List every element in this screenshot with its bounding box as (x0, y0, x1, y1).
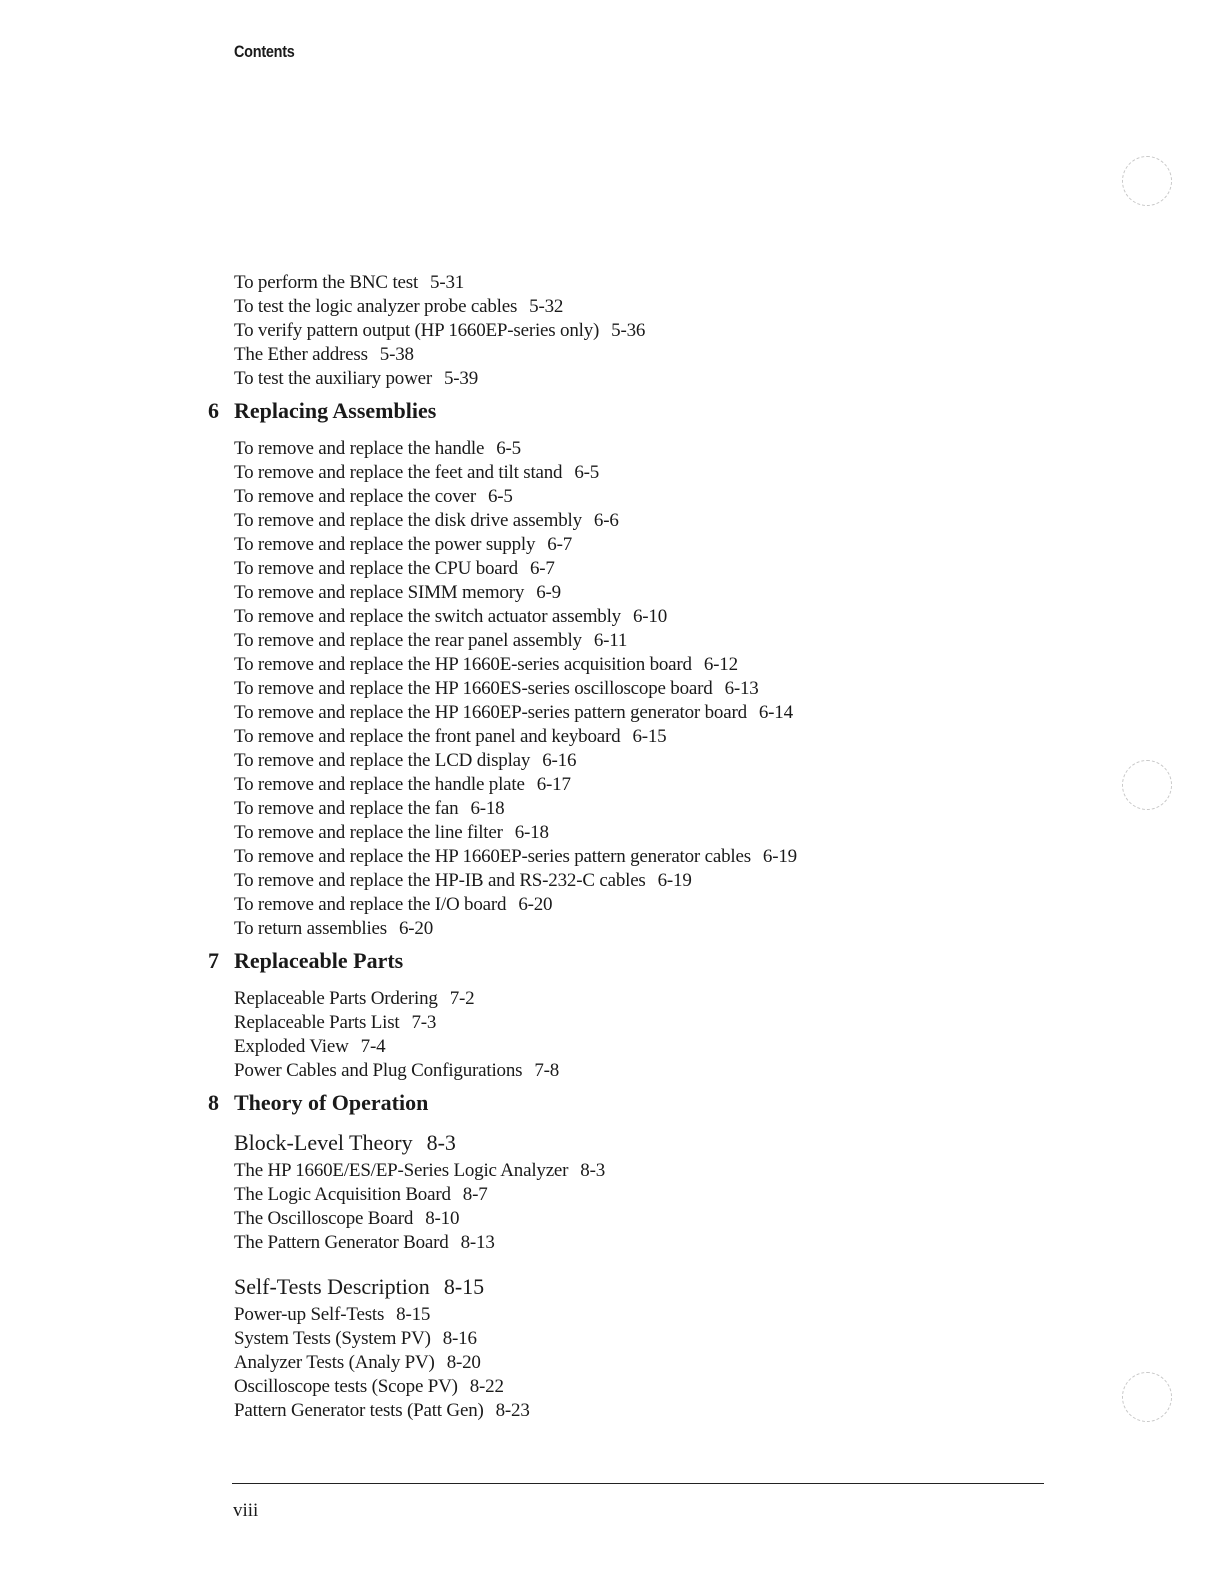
entry-text: To remove and replace the HP 1660ES-series oscilloscope board (234, 678, 713, 699)
entry-text: The Pattern Generator Board (234, 1232, 449, 1253)
entry-text: To remove and replace the handle (234, 438, 485, 459)
toc-entry[interactable] (234, 893, 1225, 917)
toc-entry[interactable] (234, 1159, 1225, 1183)
toc-entry[interactable] (234, 485, 1225, 509)
chapter-heading-7[interactable] (208, 947, 1225, 975)
entry-page: 6-13 (724, 678, 759, 699)
toc-entry[interactable] (234, 629, 1225, 653)
entry-page: 8-13 (460, 1232, 495, 1253)
entry-text: To remove and replace the cover (234, 486, 476, 507)
entry-text: The Logic Acquisition Board (234, 1184, 451, 1205)
entry-page: 6-6 (593, 510, 619, 531)
entry-page: 6-5 (496, 438, 521, 459)
entry-text: To remove and replace the line filter (234, 822, 503, 843)
entry-text: To perform the BNC test (234, 272, 419, 293)
chapter-7-entries (0, 987, 1225, 1083)
entry-text: To remove and replace the HP 1660EP-series pattern generator board (234, 702, 747, 723)
toc-entry[interactable] (234, 367, 1225, 391)
entry-page: 6-5 (487, 486, 513, 507)
entry-text: To remove and replace the I/O board (234, 894, 507, 915)
toc-entry[interactable] (234, 773, 1225, 797)
toc-entry[interactable] (234, 437, 1225, 461)
entry-page: 6-11 (593, 630, 628, 651)
chapter-number: 8 (208, 1090, 219, 1115)
section-page: 8-15 (443, 1274, 485, 1299)
entry-text: To remove and replace the HP 1660EP-series pattern generator cables (234, 846, 751, 867)
entry-page: 5-38 (379, 344, 414, 365)
entry-page: 6-20 (398, 918, 433, 939)
section-heading-self-tests-description[interactable] (234, 1273, 1225, 1301)
entry-text: To test the auxiliary power (234, 368, 432, 389)
self-tests-entries (0, 1303, 1225, 1423)
toc-entry[interactable] (234, 461, 1225, 485)
section-title: Self-Tests Description (234, 1274, 430, 1299)
entry-text: Exploded View (234, 1036, 349, 1057)
entry-page: 8-20 (446, 1352, 481, 1373)
toc-entry[interactable] (234, 869, 1225, 893)
toc-entry[interactable] (234, 1183, 1225, 1207)
toc-entry[interactable] (234, 821, 1225, 845)
entry-page: 8-3 (580, 1160, 606, 1181)
entry-text: To remove and replace the rear panel assembly (234, 630, 582, 651)
chapter-heading-8[interactable] (208, 1089, 1225, 1117)
entry-text: Replaceable Parts Ordering (234, 988, 438, 1009)
entry-page: 6-10 (633, 606, 668, 627)
entry-text: System Tests (System PV) (234, 1328, 431, 1349)
entry-text: To remove and replace the switch actuator assembly (234, 606, 621, 627)
entry-page: 5-39 (444, 368, 479, 389)
entry-text: The Ether address (234, 344, 368, 365)
entry-page: 7-4 (360, 1036, 386, 1057)
entry-page: 8-15 (396, 1304, 431, 1325)
entry-page: 6-15 (632, 726, 667, 747)
entry-page: 6-12 (703, 654, 738, 675)
entry-page: 7-8 (534, 1060, 560, 1081)
entry-text: To test the logic analyzer probe cables (234, 296, 518, 317)
entry-page: 6-17 (536, 774, 571, 795)
toc-entry[interactable] (234, 557, 1225, 581)
section-heading-block-level-theory[interactable] (234, 1129, 1225, 1157)
toc-entry[interactable] (234, 1375, 1225, 1399)
entry-page: 5-36 (611, 320, 646, 341)
toc-entry[interactable] (234, 797, 1225, 821)
entry-text: Power-up Self-Tests (234, 1304, 385, 1325)
entry-page: 6-7 (529, 558, 555, 579)
entry-page: 6-19 (657, 870, 692, 891)
entry-page: 7-2 (449, 988, 475, 1009)
continued-entries (0, 271, 1225, 391)
entry-text: To remove and replace the power supply (234, 534, 536, 555)
toc-entry[interactable] (234, 677, 1225, 701)
entry-text: Power Cables and Plug Configurations (234, 1060, 523, 1081)
toc-entry[interactable] (234, 343, 1225, 367)
toc-entry[interactable] (234, 581, 1225, 605)
toc-entry[interactable] (234, 701, 1225, 725)
entry-text: To remove and replace the HP-IB and RS-232-C cables (234, 870, 646, 891)
toc-entry[interactable] (234, 1035, 1225, 1059)
toc-entry[interactable] (234, 1399, 1225, 1423)
entry-text: The Oscilloscope Board (234, 1208, 414, 1229)
footer-divider (232, 1483, 1044, 1484)
toc-entry[interactable] (234, 1207, 1225, 1231)
entry-page: 6-19 (762, 846, 797, 867)
entry-page: 8-22 (469, 1376, 504, 1397)
entry-text: To remove and replace the feet and tilt stand (234, 462, 563, 483)
entry-text: To remove and replace SIMM memory (234, 582, 525, 603)
toc-entry[interactable] (234, 653, 1225, 677)
entry-page: 6-14 (758, 702, 793, 723)
chapter-number: 7 (208, 948, 219, 973)
toc-entry[interactable] (234, 1059, 1225, 1083)
entry-page: 6-9 (536, 582, 561, 603)
entry-text: Analyzer Tests (Analy PV) (234, 1352, 435, 1373)
entry-page: 6-7 (547, 534, 573, 555)
chapter-heading-6[interactable] (208, 397, 1225, 425)
page-header: Contents (234, 42, 295, 61)
entry-page: 7-3 (411, 1012, 437, 1033)
page-number: viii (233, 1500, 259, 1521)
toc-entry[interactable] (234, 295, 1225, 319)
toc-entry[interactable] (234, 1011, 1225, 1035)
toc-entry[interactable] (234, 1231, 1225, 1255)
entry-text: To remove and replace the fan (234, 798, 459, 819)
toc-entry[interactable] (234, 1351, 1225, 1375)
punch-hole-top (1122, 156, 1172, 206)
entry-text: To remove and replace the LCD display (234, 750, 531, 771)
entry-page: 5-32 (529, 296, 564, 317)
toc-entry[interactable] (234, 1303, 1225, 1327)
chapter-6-entries (0, 437, 1225, 941)
entry-page: 6-16 (542, 750, 577, 771)
chapter-title: Theory of Operation (234, 1090, 429, 1115)
section-title: Block-Level Theory (234, 1130, 413, 1155)
entry-page: 8-10 (425, 1208, 460, 1229)
entry-page: 6-20 (518, 894, 553, 915)
entry-text: To remove and replace the front panel and keyboard (234, 726, 621, 747)
entry-text: Pattern Generator tests (Patt Gen) (234, 1400, 484, 1421)
block-level-theory-entries (0, 1159, 1225, 1255)
entry-text: Oscilloscope tests (Scope PV) (234, 1376, 458, 1397)
toc-entry[interactable] (234, 271, 1225, 295)
toc-entry[interactable] (234, 1327, 1225, 1351)
entry-text: To remove and replace the handle plate (234, 774, 525, 795)
toc-entry[interactable] (234, 319, 1225, 343)
entry-page: 5-31 (430, 272, 465, 293)
entry-text: Replaceable Parts List (234, 1012, 400, 1033)
chapter-title: Replaceable Parts (234, 948, 404, 973)
toc-entry[interactable] (234, 845, 1225, 869)
entry-text: To verify pattern output (HP 1660EP-series only) (234, 320, 600, 341)
toc-entry[interactable] (234, 987, 1225, 1011)
toc-entry[interactable] (234, 725, 1225, 749)
toc-entry[interactable] (234, 917, 1225, 941)
chapter-title: Replacing Assemblies (234, 398, 437, 423)
entry-text: To remove and replace the HP 1660E-series acquisition board (234, 654, 692, 675)
toc-entry[interactable] (234, 509, 1225, 533)
entry-page: 6-18 (514, 822, 549, 843)
section-page: 8-3 (426, 1130, 456, 1155)
entry-text: The HP 1660E/ES/EP-Series Logic Analyzer (234, 1160, 569, 1181)
entry-page: 8-16 (442, 1328, 477, 1349)
entry-page: 6-18 (470, 798, 505, 819)
toc-content (0, 271, 1225, 1423)
entry-page: 6-5 (574, 462, 600, 483)
toc-entry[interactable] (234, 749, 1225, 773)
toc-entry[interactable] (234, 605, 1225, 629)
entry-text: To remove and replace the disk drive assembly (234, 510, 582, 531)
entry-text: To remove and replace the CPU board (234, 558, 518, 579)
entry-page: 8-23 (495, 1400, 530, 1421)
entry-text: To return assemblies (234, 918, 387, 939)
toc-entry[interactable] (234, 533, 1225, 557)
chapter-number: 6 (208, 398, 219, 423)
entry-page: 8-7 (462, 1184, 488, 1205)
